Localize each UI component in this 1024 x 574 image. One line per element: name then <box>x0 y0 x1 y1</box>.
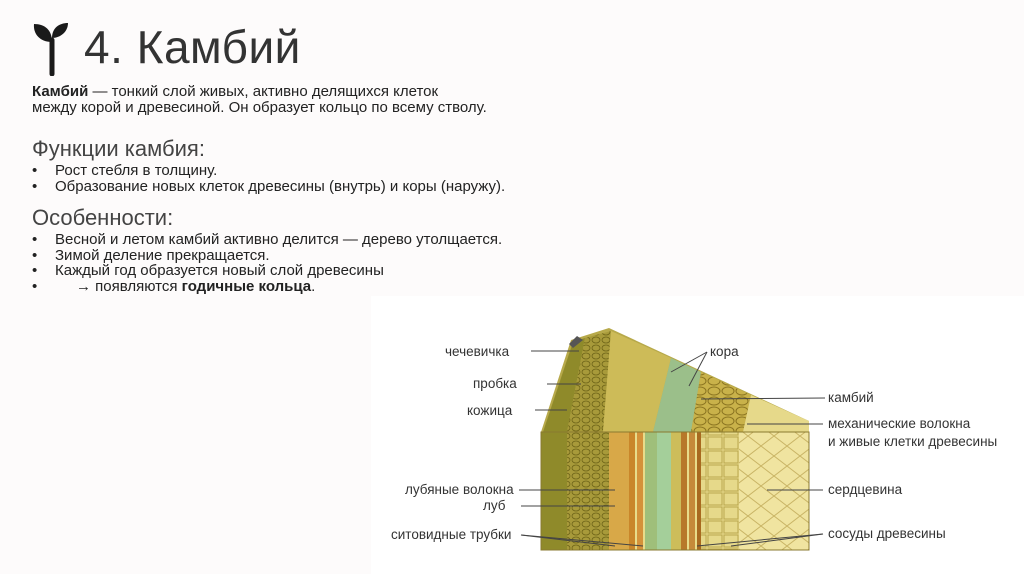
label-phloem: луб <box>483 498 506 513</box>
label-sieve-tubes: ситовидные трубки <box>391 527 512 542</box>
list-item: • Рост стебля в толщину. <box>32 162 218 179</box>
intro-text-line1: — тонкий слой живых, активно делящихся клеток <box>88 83 439 100</box>
xylem-layer <box>701 432 739 550</box>
annual-rings-term: годичные кольца <box>181 277 312 295</box>
functions-heading: Функции камбия: <box>32 136 205 161</box>
label-cambium: камбий <box>828 390 874 405</box>
intro-term: Камбий <box>32 83 89 100</box>
label-bark: кора <box>710 344 739 359</box>
intro-paragraph <box>32 84 652 116</box>
label-xylem-vessels: сосуды древесины <box>828 526 946 541</box>
functions-list <box>32 163 505 194</box>
label-pith: сердцевина <box>828 482 903 497</box>
sprout-icon <box>30 18 74 76</box>
label-lenticel: чечевичка <box>445 344 510 359</box>
label-epidermis: кожица <box>467 403 513 418</box>
list-item: • Весной и летом камбий активно делится — дерево утолщается. <box>32 231 503 248</box>
label-bast-fibers: лубяные волокна <box>405 482 514 497</box>
label-mechanical-fibers: механические волокна <box>828 416 971 431</box>
label-living-wood-cells: и живые клетки древесины <box>828 434 998 449</box>
features-heading: Особенности: <box>32 205 174 230</box>
stem-cross-section-figure <box>371 296 1024 574</box>
stem-diagram <box>371 296 1024 574</box>
features-list <box>32 232 502 294</box>
title-row <box>30 18 301 76</box>
cork-layer <box>541 432 567 550</box>
label-cork: пробка <box>473 376 517 391</box>
cambium-layer <box>657 432 671 550</box>
phloem-layer <box>609 432 629 550</box>
list-item: • Каждый год образуется новый слой древесины <box>32 262 384 279</box>
list-item: • Зимой деление прекращается. <box>32 246 270 264</box>
list-item: • Образование новых клеток древесины (внутрь) и коры (наружу). <box>32 177 506 195</box>
page-title: 4. Камбий <box>84 21 301 73</box>
pith-layer <box>739 432 809 550</box>
list-item: • → появляются годичные кольца. <box>32 277 316 295</box>
intro-text-line2: между корой и древесиной. Он образует кольцо по всему стволу. <box>32 99 487 116</box>
bark-cells <box>567 432 609 550</box>
